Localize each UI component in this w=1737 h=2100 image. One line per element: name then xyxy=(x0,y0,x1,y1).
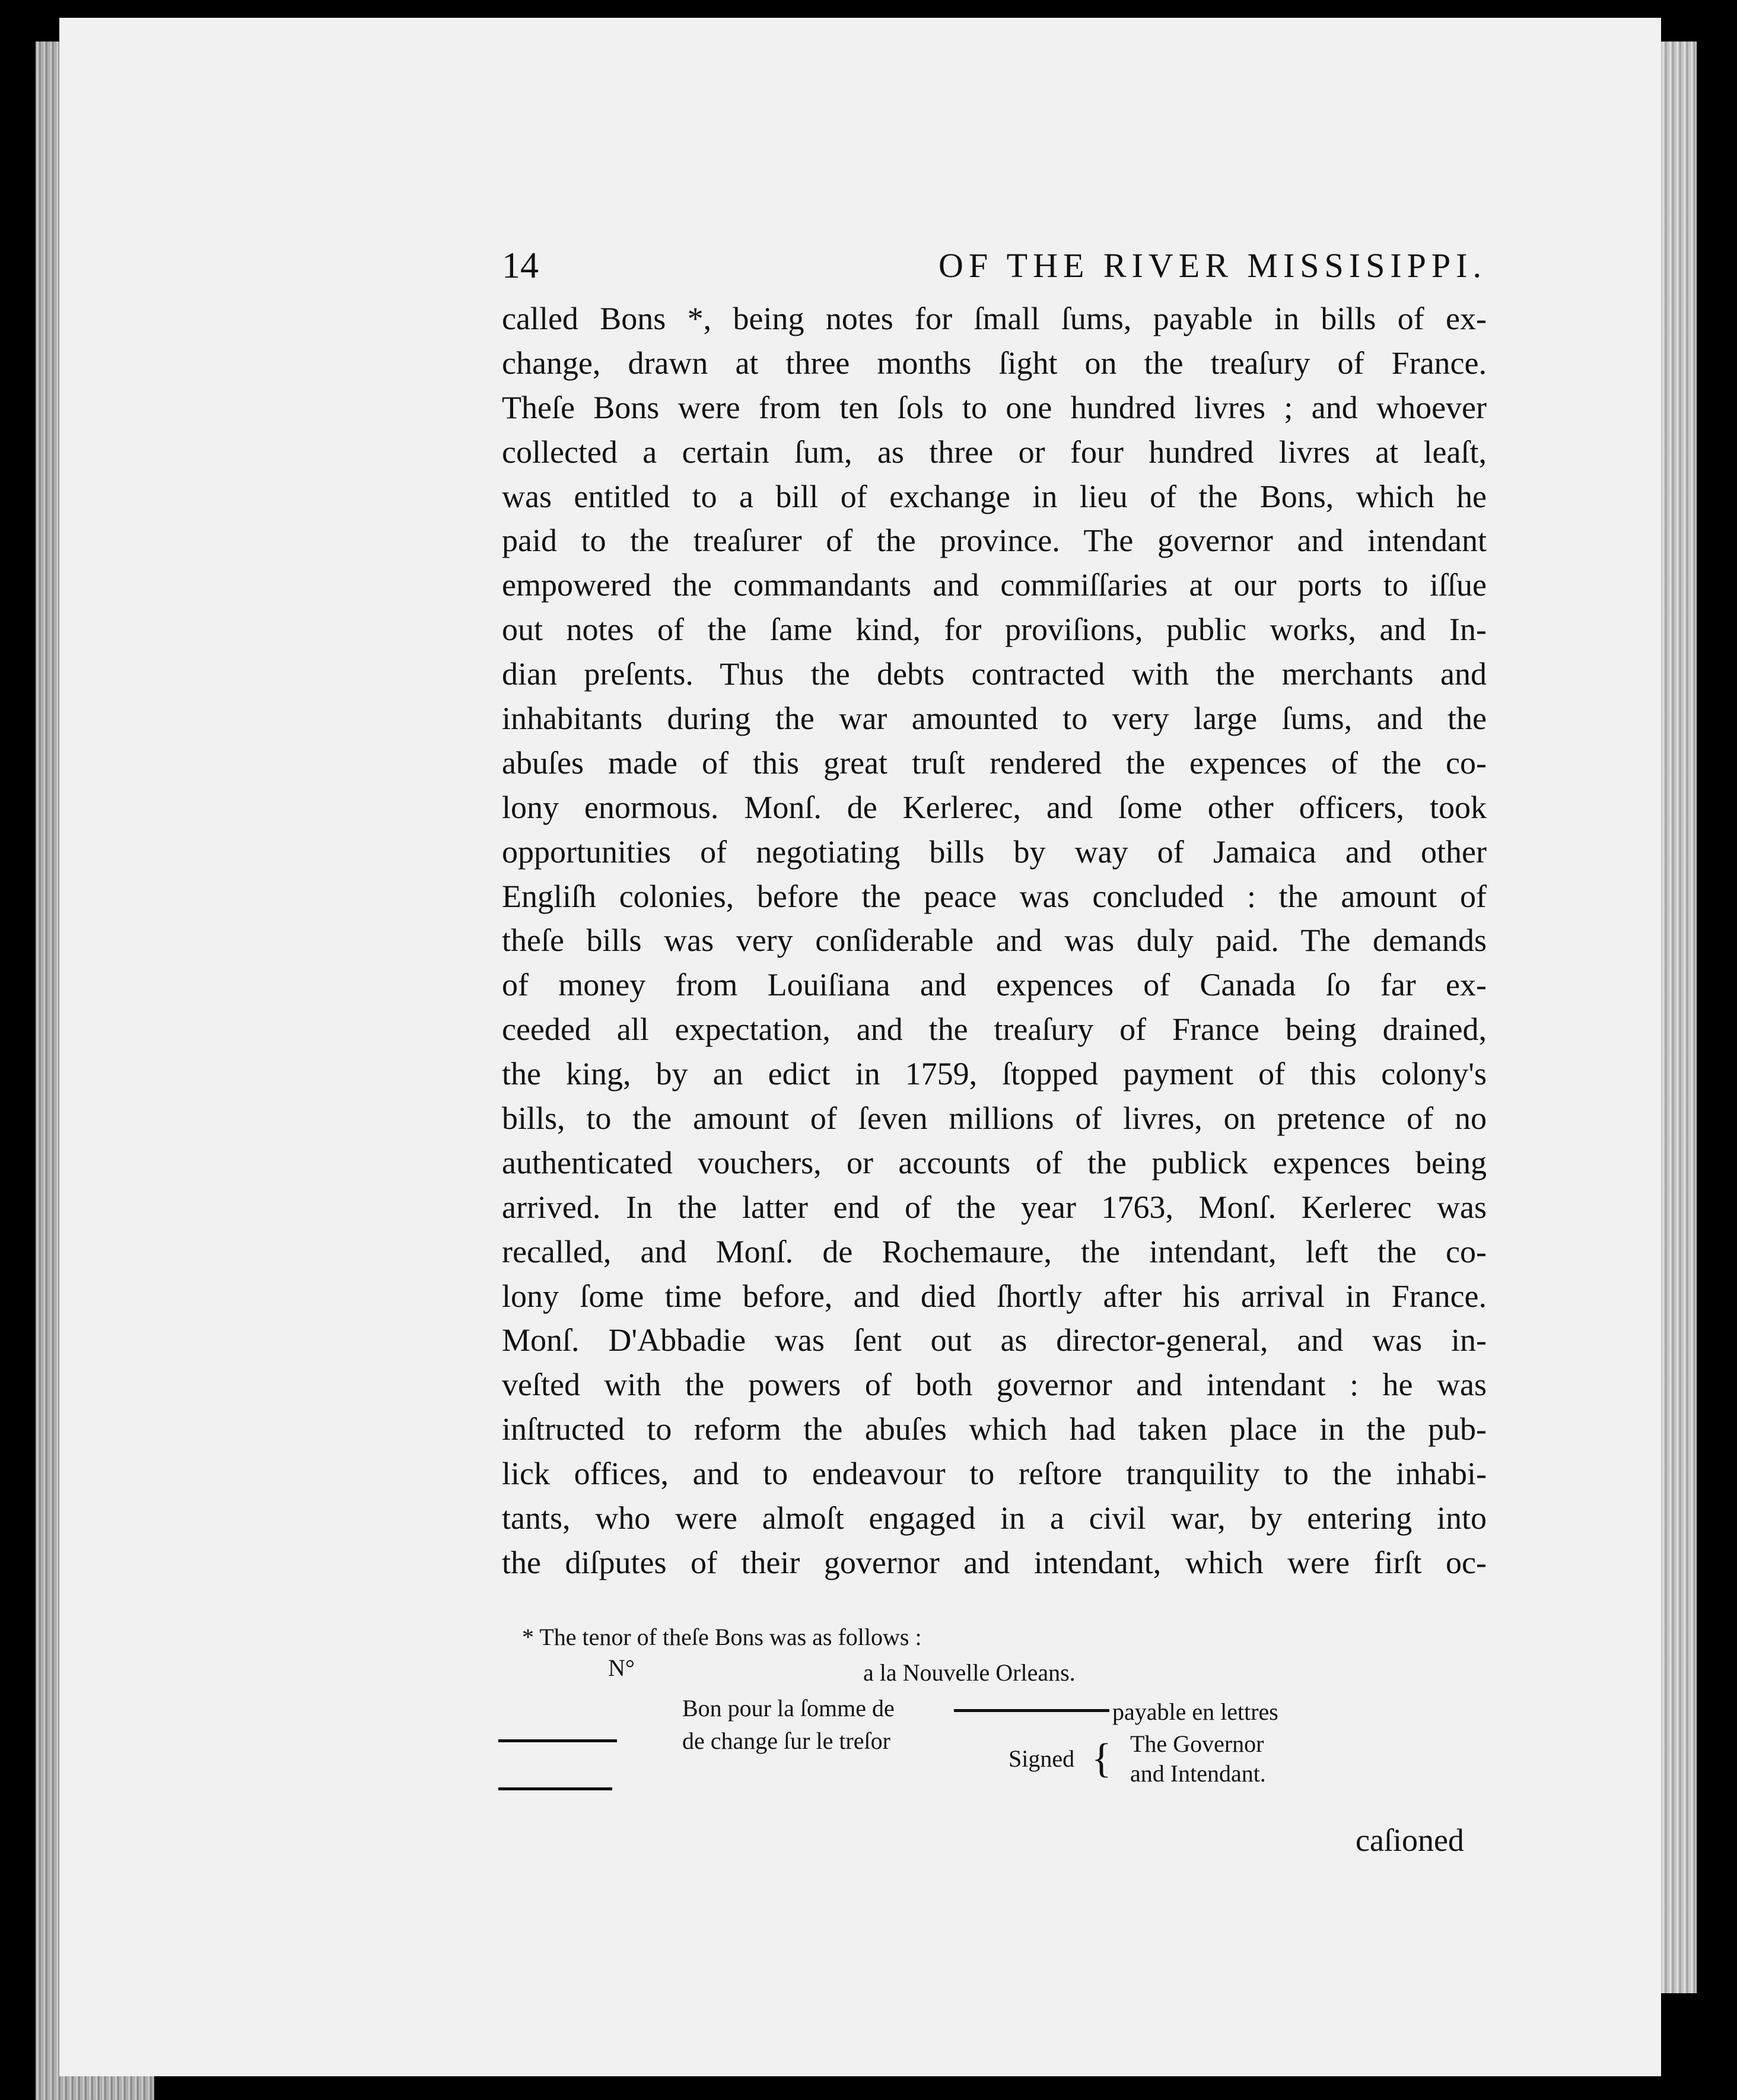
footnote-intro: * The tenor of theſe Bons was as follows : xyxy=(522,1624,922,1650)
bon-governor: The Governor xyxy=(1130,1730,1264,1757)
text-line: recalled, and Monſ. de Rochemaure, the intendant, left the co- xyxy=(502,1233,1487,1269)
text-line: called Bons *, being notes for ſmall ſums, payable in bills of ex- xyxy=(502,301,1487,336)
blank-rule xyxy=(498,1739,617,1742)
text-line: of money from Louiſiana and expences of Canada ſo far ex- xyxy=(502,967,1487,1003)
text-line: Theſe Bons were from ten ſols to one hundred livres ; and whoever xyxy=(502,389,1487,425)
text-line: collected a certain ſum, as three or four hundred livres at leaſt, xyxy=(502,434,1487,470)
catchword: caſioned xyxy=(1356,1822,1464,1858)
body-text xyxy=(502,297,1487,1585)
bon-signed: Signed xyxy=(1009,1745,1075,1772)
bon-sum-line: Bon pour la ſomme de xyxy=(682,1695,895,1722)
text-line: inſtructed to reform the abuſes which had taken place in the pub- xyxy=(502,1411,1487,1447)
text-line: theſe bills was very conſiderable and was duly paid. The demands xyxy=(502,922,1487,959)
text-line: Monſ. D'Abbadie was ſent out as director-general, and was in- xyxy=(502,1322,1487,1358)
text-line: abuſes made of this great truſt rendered the expences of the co- xyxy=(502,744,1487,781)
text-line: authenticated vouchers, or accounts of the publick expences being xyxy=(502,1144,1487,1181)
running-title: OF THE RIVER MISSISIPPI. xyxy=(939,246,1487,285)
text-line: paid to the treaſurer of the province. The governor and intendant xyxy=(502,523,1487,559)
text-line: lony enormous. Monſ. de Kerlerec, and ſome other officers, took xyxy=(502,789,1487,825)
brace-mark: { xyxy=(1092,1736,1112,1781)
text-line: lick offices, and to endeavour to reſtore tranquility to the inhabi- xyxy=(502,1456,1487,1492)
bon-number-mark: N° xyxy=(608,1654,635,1681)
bon-payable: payable en lettres xyxy=(1112,1698,1278,1725)
text-line: the king, by an edict in 1759, ſtopped payment of this colony's xyxy=(502,1056,1487,1092)
text-line: ceeded all expectation, and the treaſury of France being drained, xyxy=(502,1011,1487,1048)
blank-rule xyxy=(498,1787,612,1790)
text-line: tants, who were almoſt engaged in a civil war, by entering into xyxy=(502,1500,1487,1536)
text-line: lony ſome time before, and died ſhortly after his arrival in France. xyxy=(502,1278,1487,1314)
text-line: arrived. In the latter end of the year 1763, Monſ. Kerlerec was xyxy=(502,1189,1487,1225)
blank-rule xyxy=(954,1709,1109,1712)
text-line: out notes of the ſame kind, for proviſions, public works, and In- xyxy=(502,612,1487,648)
text-line: empowered the commandants and commiſſaries at our ports to iſſue xyxy=(502,567,1487,603)
text-line: inhabitants during the war amounted to very large ſums, and the xyxy=(502,701,1487,737)
page-header xyxy=(502,242,1487,289)
page-number: 14 xyxy=(502,246,539,286)
bon-intendant: and Intendant. xyxy=(1130,1760,1266,1787)
text-line: change, drawn at three months ſight on the treaſury of France. xyxy=(502,345,1487,381)
text-line: opportunities of negotiating bills by way of Jamaica and other xyxy=(502,833,1487,870)
text-line: dian preſents. Thus the debts contracted with the merchants and xyxy=(502,656,1487,692)
text-line: bills, to the amount of ſeven millions of livres, on pretence of no xyxy=(502,1100,1487,1137)
page-fore-edge xyxy=(1661,42,1697,1993)
text-line: the diſputes of their governor and intendant, which were firſt oc- xyxy=(502,1544,1487,1580)
bon-exchange-line: de change ſur le treſor xyxy=(682,1727,890,1754)
text-line: Engliſh colonies, before the peace was concluded : the amount of xyxy=(502,878,1487,914)
text-line: was entitled to a bill of exchange in lieu of the Bons, which he xyxy=(502,478,1487,514)
bon-place: a la Nouvelle Orleans. xyxy=(863,1659,1076,1686)
text-line: veſted with the powers of both governor and intendant : he was xyxy=(502,1367,1487,1403)
